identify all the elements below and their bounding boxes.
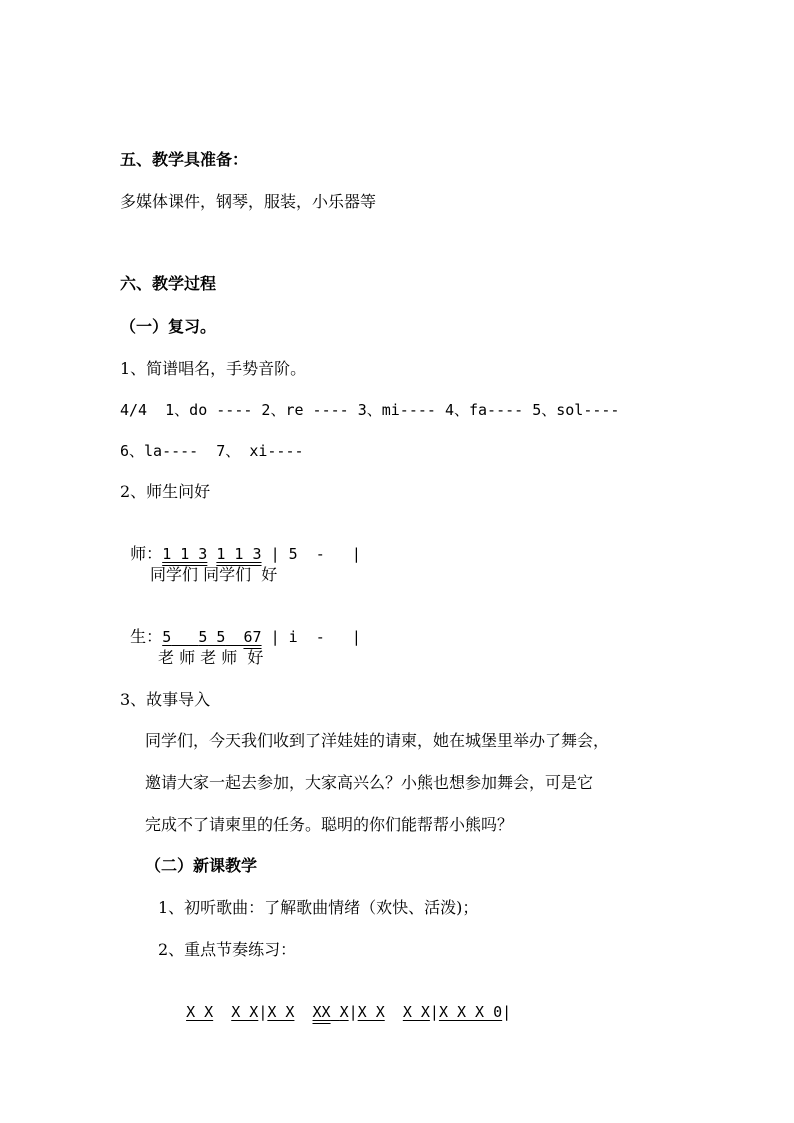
student-note-group-3: 67 bbox=[243, 628, 262, 646]
solfege-line-1: 4/4 1、do ---- 2、re ---- 3、mi---- 4、fa---- 5、sol---- bbox=[120, 401, 620, 419]
teacher-rest: | 5 - | bbox=[270, 545, 361, 563]
barline-3: | bbox=[429, 1003, 439, 1021]
teacher-note-group-2: 1 1 3 bbox=[216, 545, 262, 563]
rhythm-group-8: X X X 0 bbox=[438, 1003, 503, 1021]
barline-1: | bbox=[258, 1003, 268, 1021]
section5-content: 多媒体课件，钢琴，服装，小乐器等 bbox=[120, 192, 377, 211]
section6-heading: 六、教学过程 bbox=[120, 274, 217, 293]
item2-title: 2、师生问好 bbox=[120, 482, 211, 501]
rhythm-group-3: X X bbox=[267, 1003, 295, 1021]
student-note-group-2: 5 5 bbox=[198, 628, 226, 646]
rhythm-pattern bbox=[168, 982, 511, 1022]
part1-heading: （一）复习。 bbox=[120, 317, 217, 336]
barline-2: | bbox=[348, 1003, 358, 1021]
section5-heading: 五、教学具准备： bbox=[120, 150, 249, 169]
rhythm-group-2: X X bbox=[231, 1003, 259, 1021]
student-label: 生： bbox=[130, 627, 163, 646]
item3-title: 3、故事导入 bbox=[120, 690, 211, 709]
rhythm-group-1: X X bbox=[186, 1003, 214, 1021]
student-lyrics: 老 师 老 师 好 bbox=[158, 648, 264, 667]
part2-heading: （二）新课教学 bbox=[145, 856, 258, 875]
story-line-1: 同学们，今天我们收到了洋娃娃的请柬，她在城堡里举办了舞会， bbox=[145, 731, 610, 750]
teacher-notation bbox=[120, 524, 361, 564]
part2-item2: 2、重点节奏练习： bbox=[158, 940, 297, 959]
teacher-note-group-1: 1 1 3 bbox=[162, 545, 208, 563]
student-note-group-1: 5 bbox=[162, 628, 172, 646]
item1-title: 1、简谱唱名，手势音阶。 bbox=[120, 359, 307, 378]
rhythm-group-6: X X bbox=[357, 1003, 385, 1021]
teacher-lyrics: 同学们 同学们 好 bbox=[150, 565, 278, 584]
rhythm-group-7: X X bbox=[402, 1003, 430, 1021]
teacher-label: 师： bbox=[130, 544, 163, 563]
solfege-line-2: 6、la---- 7、 xi---- bbox=[120, 442, 304, 460]
student-notation bbox=[120, 607, 361, 647]
student-rest: | i - | bbox=[270, 628, 361, 646]
story-line-2: 邀请大家一起去参加，大家高兴么？小熊也想参加舞会，可是它 bbox=[145, 773, 594, 792]
part2-item1: 1、初听歌曲：了解歌曲情绪（欢快、活泼)； bbox=[158, 898, 479, 917]
rhythm-group-4: XX bbox=[312, 1003, 331, 1021]
story-line-3: 完成不了请柬里的任务。聪明的你们能帮帮小熊吗？ bbox=[145, 815, 514, 834]
barline-4: | bbox=[502, 1003, 512, 1021]
rhythm-group-5: X bbox=[339, 1003, 349, 1021]
